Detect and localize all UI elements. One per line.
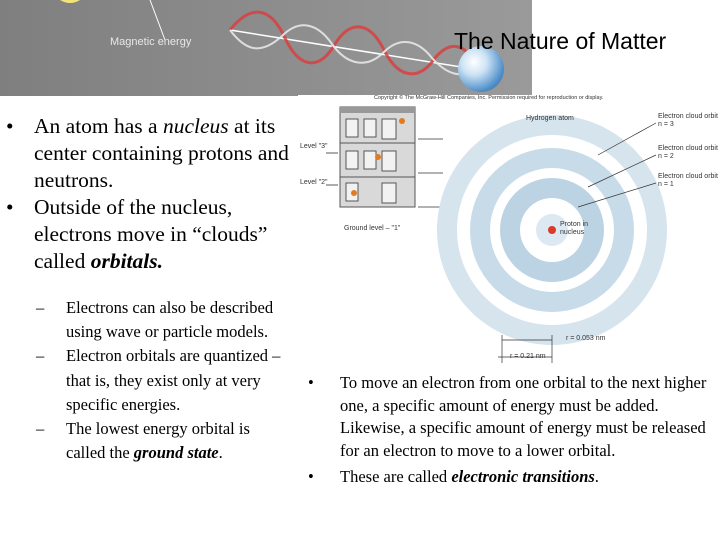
ground-level-label: Ground level – "1" xyxy=(344,225,401,232)
sub-bullet-item xyxy=(36,417,291,465)
main-bullet-list xyxy=(6,113,291,275)
cloud-n2-label: Electron cloud orbit n = 2 xyxy=(658,145,718,160)
right-bullet-item xyxy=(308,466,708,489)
slide-title: The Nature of Matter xyxy=(454,28,667,54)
bullet-icon: • xyxy=(6,195,14,219)
main-bullet-item xyxy=(6,113,291,194)
bullet-text-segment: . xyxy=(218,443,223,463)
sub-bullet-list xyxy=(36,296,291,465)
proton-label: Proton in nucleus xyxy=(560,221,589,236)
dash-icon: – xyxy=(36,419,45,439)
hydrogen-atom-label: Hydrogen atom xyxy=(526,115,574,122)
bullet-icon: • xyxy=(308,373,314,392)
bullet-text-segment: orbitals. xyxy=(90,249,163,273)
cloud-n3-label: Electron cloud orbit n = 3 xyxy=(658,113,718,128)
dash-icon: – xyxy=(36,346,45,366)
dash-icon: – xyxy=(36,298,45,317)
figure-copyright: Copyright © The McGraw-Hill Companies, Inc. Permission required for reproduction or display. xyxy=(374,95,604,101)
radius-2-label: r = 0.21 nm xyxy=(510,353,546,360)
right-bullet-list xyxy=(308,372,708,489)
bullet-icon: • xyxy=(6,114,14,138)
header-wave-image xyxy=(0,0,532,96)
bullet-text-segment: Outside of the nucleus, electrons move in “clouds” called xyxy=(34,195,268,273)
bullet-icon: • xyxy=(308,467,314,486)
bullet-text-segment: ground state xyxy=(133,443,219,463)
bullet-text-segment: These are called xyxy=(340,467,452,486)
bullet-text-segment: electronic transitions xyxy=(451,467,595,486)
level-2-label: Level "2" xyxy=(300,179,328,186)
magnetic-energy-label: Magnetic energy xyxy=(110,36,192,48)
sub-bullet-item xyxy=(36,344,291,417)
electromagnetic-wave-graphic xyxy=(0,0,532,96)
bullet-text-segment: Electron orbitals are quantized – that is, they exist only at very specific energies. xyxy=(66,346,281,414)
bullet-text-segment: To move an electron from one orbital to the next higher one, a specific amount of energy must be added. Likewise, a specific amount of energy must be released for an electron to move to a lower orbital. xyxy=(340,373,707,460)
bullet-text-segment: . xyxy=(594,467,599,486)
bullet-text-segment: An atom has a xyxy=(34,114,163,138)
sub-bullet-item xyxy=(36,296,291,344)
bullet-text-segment: at its center containing protons and neutrons. xyxy=(34,114,289,192)
cloud-n1-label: Electron cloud orbit n = 1 xyxy=(658,173,718,188)
radius-1-label: r = 0.053 nm xyxy=(566,335,606,342)
bullet-text-segment: nucleus xyxy=(162,114,229,138)
bullet-text-segment: The lowest energy orbital is called the xyxy=(66,419,250,463)
hydrogen-atom-figure xyxy=(298,95,720,363)
right-bullet-item xyxy=(308,372,708,462)
level-3-label: Level "3" xyxy=(300,143,328,150)
main-bullet-item xyxy=(6,194,291,275)
bullet-text-segment: Electrons can also be described using wave or particle models. xyxy=(66,298,274,342)
